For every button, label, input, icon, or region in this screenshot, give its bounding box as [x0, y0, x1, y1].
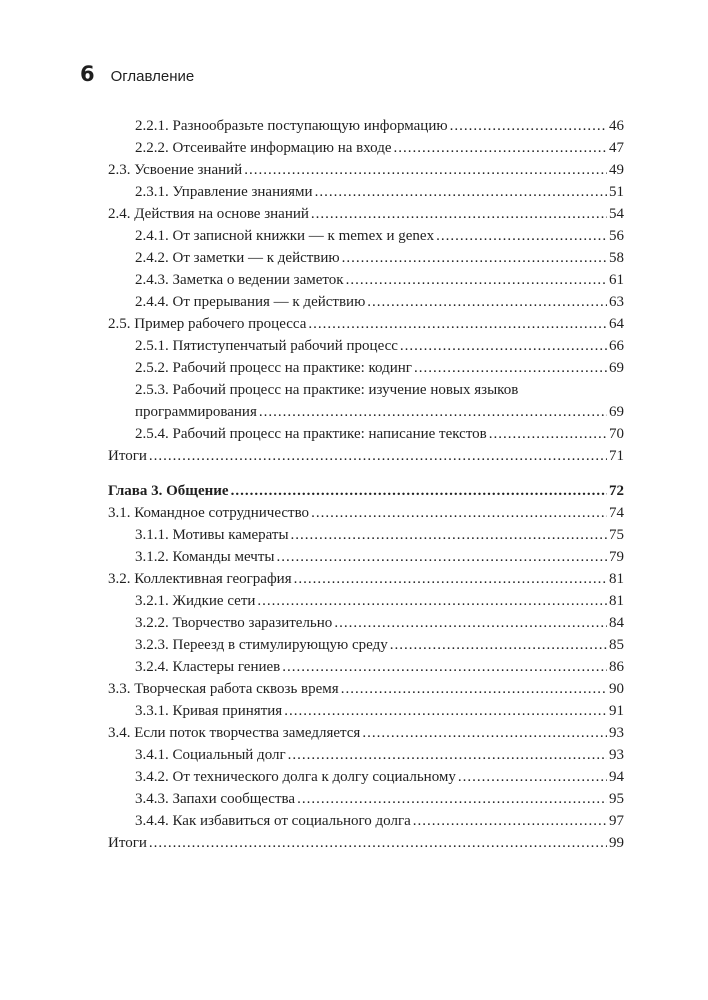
toc-entry	[108, 137, 624, 159]
toc-entry-page: 51	[609, 184, 624, 200]
dot-leader	[288, 744, 607, 766]
toc-entry	[108, 656, 624, 678]
toc-entry-page: 70	[609, 426, 624, 442]
toc-entry-page: 85	[609, 637, 624, 653]
toc-entry	[108, 700, 624, 722]
toc-entry-page: 91	[609, 703, 624, 719]
dot-leader	[489, 423, 607, 445]
page-header	[80, 62, 194, 86]
toc-entry-label: Итоги	[108, 448, 147, 464]
dot-leader	[334, 612, 607, 634]
toc-entry	[108, 678, 624, 700]
dot-leader	[244, 159, 607, 181]
toc-entry-label: 2.3.1. Управление знаниями	[135, 184, 313, 200]
toc-entry-page: 46	[609, 118, 624, 134]
toc-entry	[108, 269, 624, 291]
toc-entry	[108, 810, 624, 832]
toc-entry-page: 81	[609, 571, 624, 587]
table-of-contents	[108, 115, 624, 854]
toc-entry-page: 69	[609, 404, 624, 420]
page-number: 6	[80, 62, 95, 86]
toc-entry-label: 3.4. Если поток творчества замедляется	[108, 725, 361, 741]
toc-entry-label: 2.2.1. Разнообразьте поступающую информацию	[135, 118, 448, 134]
toc-entry-label: 2.4.3. Заметка о ведении заметок	[135, 272, 344, 288]
dot-leader	[414, 357, 607, 379]
toc-entry-label: 3.2.3. Переезд в стимулирующую среду	[135, 637, 388, 653]
dot-leader	[311, 502, 607, 524]
dot-leader	[450, 115, 607, 137]
toc-entry-label: 3.1. Командное сотрудничество	[108, 505, 310, 521]
toc-entry-label: Итоги	[108, 835, 147, 851]
toc-entry-page: 74	[609, 505, 624, 521]
toc-entry-label: Глава 3. Общение	[108, 483, 229, 499]
toc-entry-page: 66	[609, 338, 624, 354]
toc-entry	[108, 225, 624, 247]
toc-entry	[108, 291, 624, 313]
toc-entry-label: 2.2.2. Отсеивайте информацию на входе	[135, 140, 392, 156]
toc-entry-page: 93	[609, 725, 624, 741]
toc-entry-page: 61	[609, 272, 624, 288]
toc-entry	[108, 788, 624, 810]
toc-entry-label: 3.4.1. Социальный долг	[135, 747, 286, 763]
dot-leader	[308, 313, 607, 335]
toc-entry-label: 3.2.2. Творчество заразительно	[135, 615, 333, 631]
dot-leader	[362, 722, 607, 744]
toc-entry-label: 3.2.1. Жидкие сети	[135, 593, 256, 609]
toc-entry-page: 58	[609, 250, 624, 266]
toc-entry-page: 71	[609, 448, 624, 464]
toc-entry-page: 69	[609, 360, 624, 376]
toc-entry	[108, 159, 624, 181]
toc-entry-label: 2.3. Усвоение знаний	[108, 162, 243, 178]
toc-entry	[108, 524, 624, 546]
section-title: Оглавление	[110, 68, 195, 85]
dot-leader	[257, 590, 607, 612]
toc-entry-page: 81	[609, 593, 624, 609]
dot-leader	[413, 810, 607, 832]
dot-leader	[149, 445, 607, 467]
toc-entry-label: 2.5.1. Пятиступенчатый рабочий процесс	[135, 338, 398, 354]
toc-entry-label: 2.4. Действия на основе знаний	[108, 206, 309, 222]
dot-leader	[400, 335, 607, 357]
toc-entry-page: 94	[609, 769, 624, 785]
toc-entry	[108, 379, 624, 423]
toc-entry-page: 97	[609, 813, 624, 829]
toc-entry-page: 93	[609, 747, 624, 763]
toc-entry-page: 54	[609, 206, 624, 222]
toc-entry	[108, 115, 624, 137]
dot-leader	[276, 546, 607, 568]
toc-entry	[108, 766, 624, 788]
dot-leader	[311, 203, 607, 225]
toc-entry	[108, 247, 624, 269]
dot-leader	[259, 401, 607, 423]
dot-leader	[282, 656, 607, 678]
toc-entry-page: 99	[609, 835, 624, 851]
toc-chapter-entry	[108, 480, 624, 502]
toc-entry	[108, 546, 624, 568]
toc-entry-label: 2.5.4. Рабочий процесс на практике: написание текстов	[135, 426, 487, 442]
dot-leader	[294, 568, 607, 590]
toc-entry-page: 64	[609, 316, 624, 332]
toc-entry-label-continued: программирования	[135, 404, 257, 420]
toc-entry-label: 3.4.4. Как избавиться от социального долга	[135, 813, 411, 829]
dot-leader	[436, 225, 607, 247]
toc-entry	[108, 445, 624, 467]
toc-entry-label: 3.4.2. От технического долга к долгу социальному	[135, 769, 456, 785]
dot-leader	[297, 788, 607, 810]
toc-entry-page: 49	[609, 162, 624, 178]
toc-entry-label: 2.4.2. От заметки — к действию	[135, 250, 340, 266]
dot-leader	[394, 137, 607, 159]
toc-entry-page: 75	[609, 527, 624, 543]
toc-entry	[108, 181, 624, 203]
chapter-spacer	[108, 467, 624, 480]
dot-leader	[458, 766, 607, 788]
dot-leader	[231, 480, 607, 502]
toc-entry	[108, 744, 624, 766]
toc-entry	[108, 313, 624, 335]
toc-entry	[108, 722, 624, 744]
toc-entry-page: 63	[609, 294, 624, 310]
toc-entry-label: 2.5. Пример рабочего процесса	[108, 316, 307, 332]
dot-leader	[341, 678, 607, 700]
toc-entry	[108, 568, 624, 590]
toc-entry-label: 3.2. Коллективная география	[108, 571, 292, 587]
toc-entry-page: 47	[609, 140, 624, 156]
toc-entry-label: 3.1.1. Мотивы камераты	[135, 527, 289, 543]
toc-entry-page: 79	[609, 549, 624, 565]
toc-entry-page: 90	[609, 681, 624, 697]
toc-entry-label: 2.5.3. Рабочий процесс на практике: изучение новых языков	[135, 382, 519, 398]
dot-leader	[367, 291, 607, 313]
dot-leader	[315, 181, 607, 203]
toc-entry-label: 2.4.4. От прерывания — к действию	[135, 294, 366, 310]
toc-entry-page: 72	[609, 483, 624, 499]
dot-leader	[346, 269, 607, 291]
toc-entry-label: 3.3.1. Кривая принятия	[135, 703, 283, 719]
toc-entry	[108, 357, 624, 379]
toc-entry	[108, 423, 624, 445]
dot-leader	[342, 247, 607, 269]
dot-leader	[291, 524, 607, 546]
dot-leader	[390, 634, 607, 656]
dot-leader	[149, 832, 607, 854]
dot-leader	[284, 700, 607, 722]
toc-entry-page: 84	[609, 615, 624, 631]
toc-entry	[108, 590, 624, 612]
toc-entry-label: 3.1.2. Команды мечты	[135, 549, 275, 565]
toc-entry-page: 95	[609, 791, 624, 807]
toc-entry-page: 56	[609, 228, 624, 244]
toc-entry	[108, 203, 624, 225]
toc-entry	[108, 832, 624, 854]
toc-entry-label: 2.5.2. Рабочий процесс на практике: кодинг	[135, 360, 412, 376]
toc-entry-label: 2.4.1. От записной книжки — к memex и genex	[135, 228, 435, 244]
toc-entry-label: 3.4.3. Запахи сообщества	[135, 791, 296, 807]
toc-entry-label: 3.3. Творческая работа сквозь время	[108, 681, 339, 697]
toc-entry	[108, 502, 624, 524]
toc-entry-page: 86	[609, 659, 624, 675]
toc-entry-label: 3.2.4. Кластеры гениев	[135, 659, 281, 675]
toc-entry	[108, 612, 624, 634]
toc-entry	[108, 634, 624, 656]
toc-entry	[108, 335, 624, 357]
